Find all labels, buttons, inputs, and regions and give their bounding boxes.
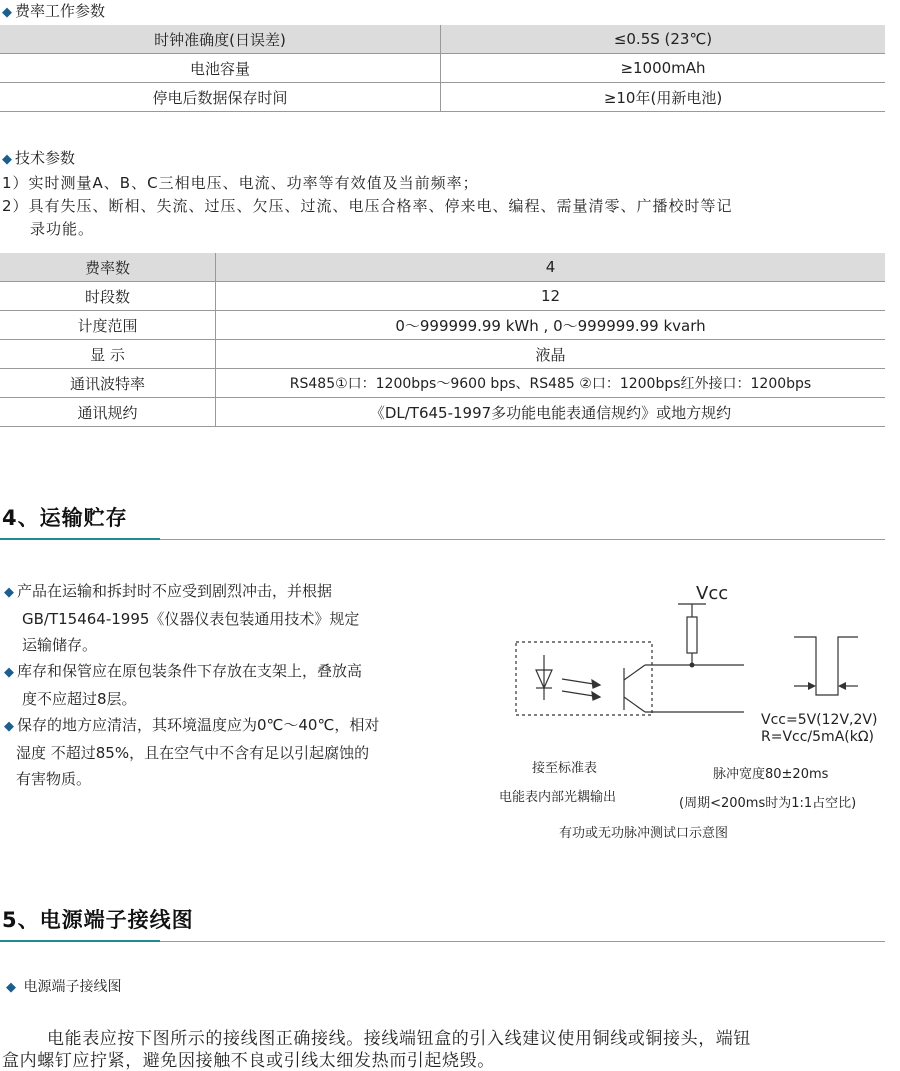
table-row: [0, 340, 885, 369]
table-cell-label: 停电后数据保存时间: [0, 83, 441, 112]
storage-bullet-1-line3: 运输储存。: [22, 636, 98, 654]
label-optocoupler-output: 电能表内部光耦输出: [499, 790, 617, 805]
rate-params-heading-text: 费率工作参数: [15, 2, 106, 20]
table-cell-value: 12: [216, 282, 886, 311]
diamond-bullet-icon: ◆: [4, 585, 14, 600]
table-cell-value: ≤0.5S (23℃): [441, 25, 886, 54]
diagram-caption: 有功或无功脉冲测试口示意图: [559, 826, 729, 841]
storage-bullets: [4, 578, 474, 792]
optocoupler-box: [516, 642, 652, 715]
table-cell-label: 通讯波特率: [0, 369, 216, 398]
table-cell-label: 显 示: [0, 340, 216, 369]
tech-item-2-cont: 录功能。: [30, 220, 95, 238]
table-cell-value: 《DL/T645-1997多功能电能表通信规约》或地方规约: [216, 398, 886, 427]
storage-bullet-3-line1: 保存的地方应清洁，其环境温度应为0℃～40℃，相对: [17, 716, 380, 734]
diamond-bullet-icon: ◆: [4, 665, 14, 680]
section4-divider-accent: [0, 538, 160, 540]
storage-bullet-2-line1: 库存和保管应在原包装条件下存放在支架上，叠放高: [17, 662, 363, 680]
label-standard-meter: 接至标准表: [532, 761, 598, 776]
storage-bullet-1-line2: GB/T15464-1995《仪器仪表包装通用技术》规定: [22, 610, 360, 628]
wiring-para-line1: 电能表应按下图所示的接线图正确接线。接线端钮盒的引入线建议使用铜线或铜接头，端钮: [47, 1029, 751, 1049]
arrow-head-icon: [838, 682, 846, 690]
resistor-spec: R=Vcc/5mA(kΩ): [761, 729, 874, 745]
section5-title: 5、电源端子接线图: [2, 908, 194, 932]
arrow-head-icon: [592, 680, 600, 688]
table-cell-label: 计度范围: [0, 311, 216, 340]
table-row: [0, 54, 885, 83]
table-row: [0, 311, 885, 340]
table-row: [0, 25, 885, 54]
wiring-subheading: [6, 976, 121, 996]
table-row: [0, 369, 885, 398]
junction-dot: [690, 663, 695, 668]
label-period-note: (周期<200ms时为1:1占空比): [679, 796, 857, 811]
tech-item-1: 1）实时测量A、B、C三相电压、电流、功率等有效值及当前频率；: [2, 174, 479, 192]
table-row: [0, 398, 885, 427]
table-cell-value: RS485①口：1200bps～9600 bps、RS485 ②口：1200bps红外接口：1200bps: [216, 369, 886, 398]
tech-params-heading-text: 技术参数: [15, 149, 76, 167]
wiring-subheading-text: 电源端子接线图: [23, 979, 122, 995]
table-row: [0, 83, 885, 112]
label-pulse-width: 脉冲宽度80±20ms: [713, 767, 829, 782]
transistor-emitter: [624, 697, 645, 712]
table-cell-label: 电池容量: [0, 54, 441, 83]
storage-bullet-2: [4, 658, 474, 712]
rate-params-table: [0, 25, 885, 112]
storage-bullet-3-line2: 湿度 不超过85%，且在空气中不含有足以引起腐蚀的: [16, 744, 370, 762]
table-cell-label: 时钟准确度(日误差): [0, 25, 441, 54]
transistor-collector: [624, 665, 645, 680]
tech-params-table: [0, 253, 885, 427]
arrow-head-icon: [808, 682, 816, 690]
table-cell-value: 液晶: [216, 340, 886, 369]
vcc-label: Vcc: [696, 583, 729, 604]
rate-params-heading: [2, 0, 105, 21]
storage-bullet-1-line1: 产品在运输和拆封时不应受到剧烈冲击，并根据: [17, 582, 333, 600]
table-cell-label: 费率数: [0, 253, 216, 282]
table-cell-label: 时段数: [0, 282, 216, 311]
storage-bullet-2-line2: 度不应超过8层。: [22, 690, 137, 708]
resistor-icon: [687, 617, 697, 653]
storage-bullet-3: [4, 712, 474, 792]
table-cell-value: ≥10年(用新电池): [441, 83, 886, 112]
diamond-bullet-icon: ◆: [2, 5, 12, 20]
table-cell-value: 4: [216, 253, 886, 282]
diamond-bullet-icon: ◆: [4, 719, 14, 734]
storage-bullet-3-line3: 有害物质。: [16, 770, 92, 788]
table-cell-value: 0～999999.99 kWh , 0～999999.99 kvarh: [216, 311, 886, 340]
arrow-head-icon: [592, 692, 600, 700]
section5-divider-accent: [0, 940, 160, 942]
diamond-bullet-icon: ◆: [2, 152, 12, 167]
tech-params-heading: [2, 147, 75, 168]
tech-item-2: 2）具有失压、断相、失流、过压、欠压、过流、电压合格率、停来电、编程、需量清零、广播校时等记: [2, 197, 733, 215]
diamond-bullet-icon: ◆: [6, 980, 16, 995]
vcc-spec: Vcc=5V(12V,2V): [761, 712, 878, 728]
table-cell-label: 通讯规约: [0, 398, 216, 427]
table-row: [0, 253, 885, 282]
table-cell-value: ≥1000mAh: [441, 54, 886, 83]
storage-bullet-1: [4, 578, 474, 658]
section4-title: 4、运输贮存: [2, 506, 128, 530]
table-row: [0, 282, 885, 311]
wiring-para-line2: 盒内螺钉应拧紧，避免因接触不良或引线太细发热而引起烧毁。: [2, 1051, 495, 1071]
